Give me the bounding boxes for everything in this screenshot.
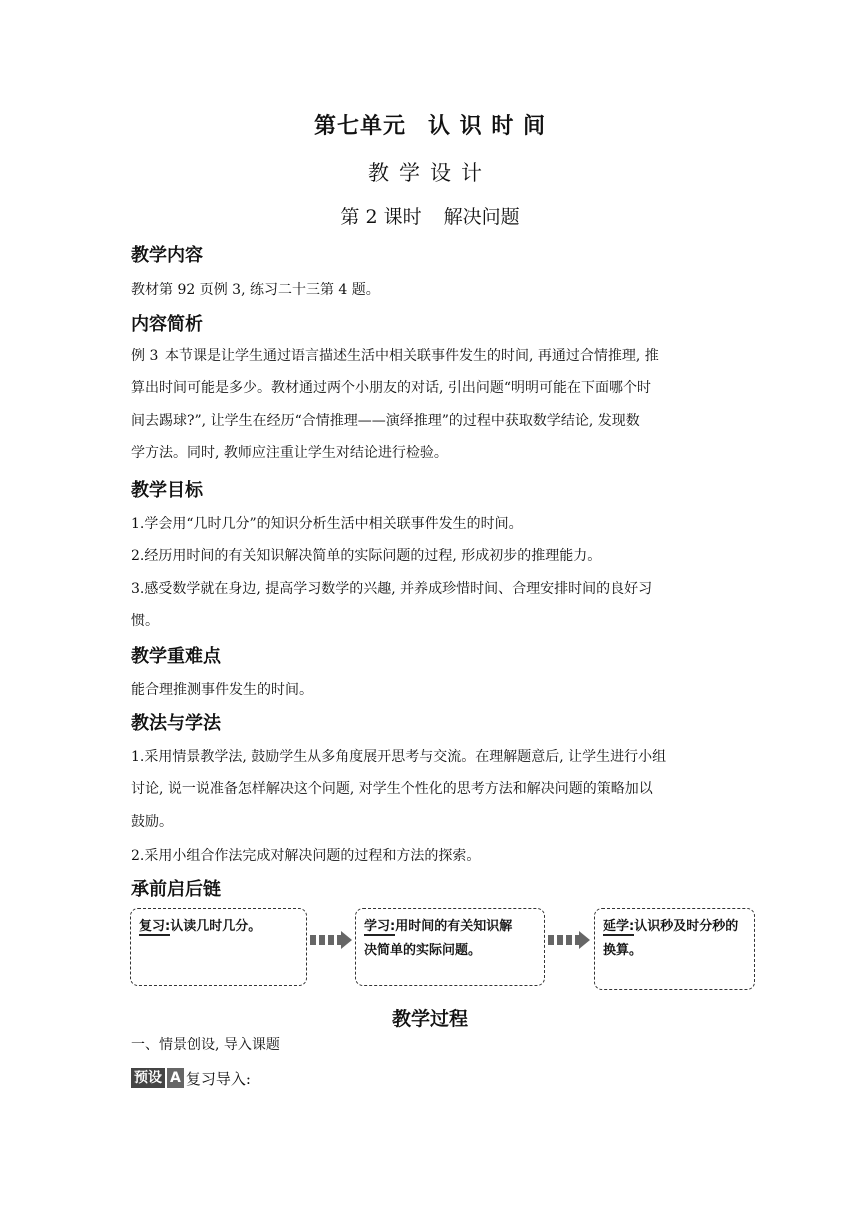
analysis-line-1-text: 本节课是让学生通过语言描述生活中相关联事件发生的时间, 再通过合情推理, 推 (165, 348, 659, 364)
goal-item-3-cont: 惯。 (131, 613, 159, 629)
section-heading-content: 教学内容 (131, 245, 203, 266)
analysis-line-1 (131, 340, 731, 372)
chain-learn-box (355, 908, 545, 986)
unit-number: 第七单元 (314, 114, 407, 139)
extend-text-2: 换算。 (603, 943, 643, 958)
method-item-1-end: 鼓励。 (131, 814, 173, 830)
preset-badge: 预设 (131, 1068, 165, 1088)
goal-item-3: 3.感受数学就在身边, 提高学习数学的兴趣, 并养成珍惜时间、合理安排时间的良好习 (131, 581, 653, 597)
process-step-1: 一、情景创设, 导入课题 (131, 1037, 280, 1053)
analysis-line-3: 间去踢球?”, 让学生在经历“合情推理——演绎推理”的过程中获取数学结论, 发现数 (131, 413, 640, 429)
learn-text-2: 决简单的实际问题。 (364, 943, 482, 958)
chain-arrow-1-icon (310, 931, 352, 949)
section-heading-goals: 教学目标 (131, 480, 203, 501)
method-item-2: 2.采用小组合作法完成对解决问题的过程和方法的探索。 (131, 848, 481, 864)
learn-text-1: 用时间的有关知识解 (395, 919, 513, 934)
unit-name: 认 识 时 间 (428, 114, 546, 139)
unit-title (0, 112, 860, 142)
document-subtitle: 教学设计 (368, 161, 492, 185)
lesson-title (0, 203, 860, 231)
difficulty-text: 能合理推测事件发生的时间。 (131, 682, 313, 698)
section-heading-chain: 承前启后链 (131, 879, 221, 900)
chain-arrow-2-icon (548, 931, 590, 949)
extend-text-1: 认识秒及时分秒的 (634, 919, 739, 934)
learn-tag: 学习: (364, 919, 396, 934)
preset-row (131, 1067, 251, 1089)
review-text: 认读几时几分。 (170, 919, 262, 934)
method-item-1: 1.采用情景教学法, 鼓励学生从多角度展开思考与交流。在理解题意后, 让学生进行小组 (131, 749, 667, 765)
section-heading-methods: 教法与学法 (131, 713, 221, 734)
extend-tag: 延学: (603, 919, 635, 934)
chain-review-box (130, 908, 307, 986)
content-text: 教材第 92 页例 3, 练习二十三第 4 题。 (131, 282, 380, 298)
section-heading-difficulty: 教学重难点 (131, 646, 221, 667)
review-tag: 复习: (139, 919, 171, 934)
analysis-line-2: 算出时间可能是多少。教材通过两个小朋友的对话, 引出问题“明明可能在下面哪个时 (131, 380, 652, 396)
section-heading-analysis: 内容简析 (131, 314, 203, 335)
lesson-number: 第 2 课时 (340, 206, 422, 228)
chain-extend-box (594, 908, 755, 990)
process-heading: 教学过程 (391, 1008, 468, 1030)
preset-letter-badge: A (167, 1068, 184, 1088)
preset-text: 复习导入: (185, 1069, 251, 1088)
analysis-line-4: 学方法。同时, 教师应注重让学生对结论进行检验。 (131, 445, 448, 461)
example-label: 例 3 (131, 348, 159, 364)
method-item-1-cont: 讨论, 说一说准备怎样解决这个问题, 对学生个性化的思考方法和解决问题的策略加以 (131, 781, 653, 797)
goal-item-2: 2.经历用时间的有关知识解决简单的实际问题的过程, 形成初步的推理能力。 (131, 548, 602, 564)
lesson-topic: 解决问题 (443, 206, 520, 228)
goal-item-1: 1.学会用“几时几分”的知识分析生活中相关联事件发生的时间。 (131, 516, 523, 532)
